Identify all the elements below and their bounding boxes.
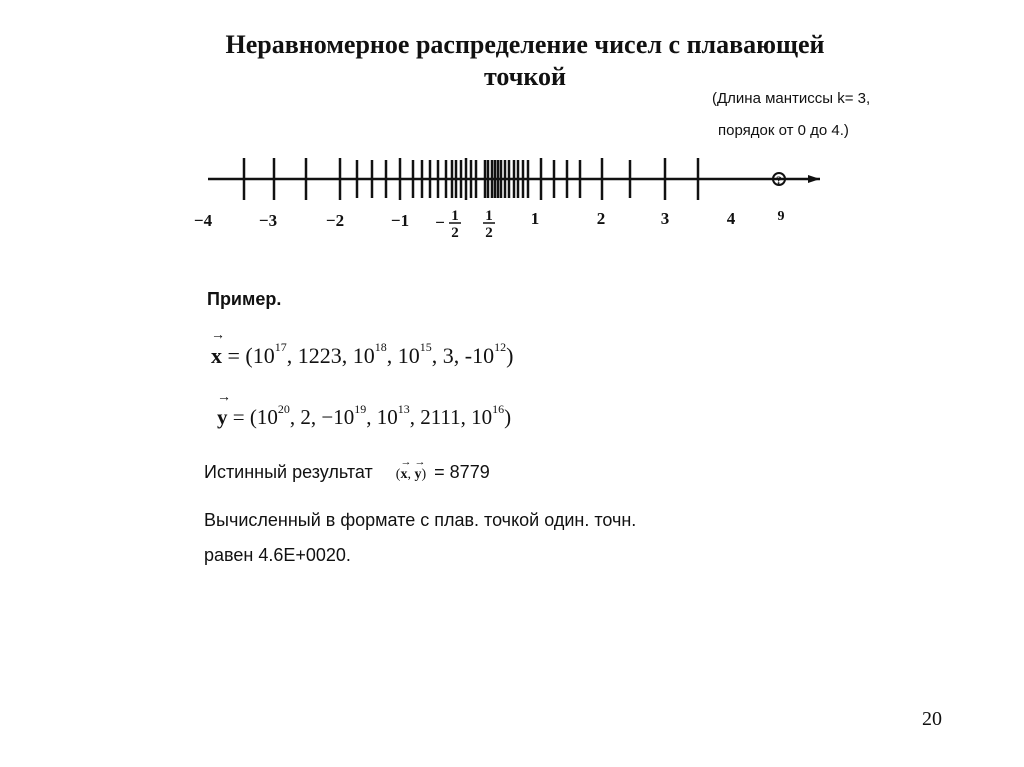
vector-x-formula: → $x = (10^{17}$, 1223, $10^{18}$, $10^{15}$, 3, $-10^{12}$)	[211, 328, 514, 368]
computed-result-line1: Вычисленный в формате с плав. точкой один. точн.	[204, 510, 637, 530]
tick-label-minus-2: −2	[325, 211, 345, 230]
vector-y-formula: → $y = (10^{20}$, 2, $-10^{19}$, $10^{13}$, 2111, $10^{16}$)	[217, 390, 512, 429]
mantissa-note-line1: (Длина мантиссы k= 3,	[712, 90, 871, 107]
tick-label-minus-4: −4	[193, 211, 213, 230]
tick-label-3: 3	[660, 209, 670, 228]
slide-title-line2: точкой	[483, 62, 567, 91]
tick-label-half-den: 2	[485, 225, 493, 241]
number-line-arrowhead	[808, 175, 820, 183]
tick-label-4: 4	[726, 209, 736, 228]
tick-label-half-num: 1	[485, 208, 493, 224]
tick-label-1: 1	[530, 209, 540, 228]
page-number: 20	[922, 708, 942, 730]
tick-label-minus-1: −1	[390, 211, 410, 230]
true-result-value: = 8779	[434, 462, 490, 482]
tick-label-minus-half-num: 1	[451, 208, 459, 224]
vector-x-symbol: → x	[211, 328, 225, 368]
tick-label-minus-3: −3	[258, 211, 278, 230]
tick-label-minus-half-sign: −	[435, 213, 445, 232]
mantissa-note-line2: порядок от 0 до 4.)	[718, 122, 849, 139]
tick-label-9: 9	[777, 209, 785, 224]
slide-title-line1: Неравномерное распределение чисел с плавающей	[225, 30, 825, 59]
svg-text:?: ?	[776, 173, 782, 187]
tick-label-minus-half-den: 2	[451, 225, 459, 241]
example-heading: Пример.	[207, 289, 282, 309]
computed-result-line2: равен 4.6E+0020.	[204, 545, 351, 565]
true-result-line	[204, 456, 490, 483]
true-result-label: Истинный результат	[204, 462, 373, 482]
vector-y-symbol: → y	[217, 390, 231, 429]
tick-label-2: 2	[596, 209, 606, 228]
dot-product-expression: ( → x, → y)	[395, 456, 427, 482]
